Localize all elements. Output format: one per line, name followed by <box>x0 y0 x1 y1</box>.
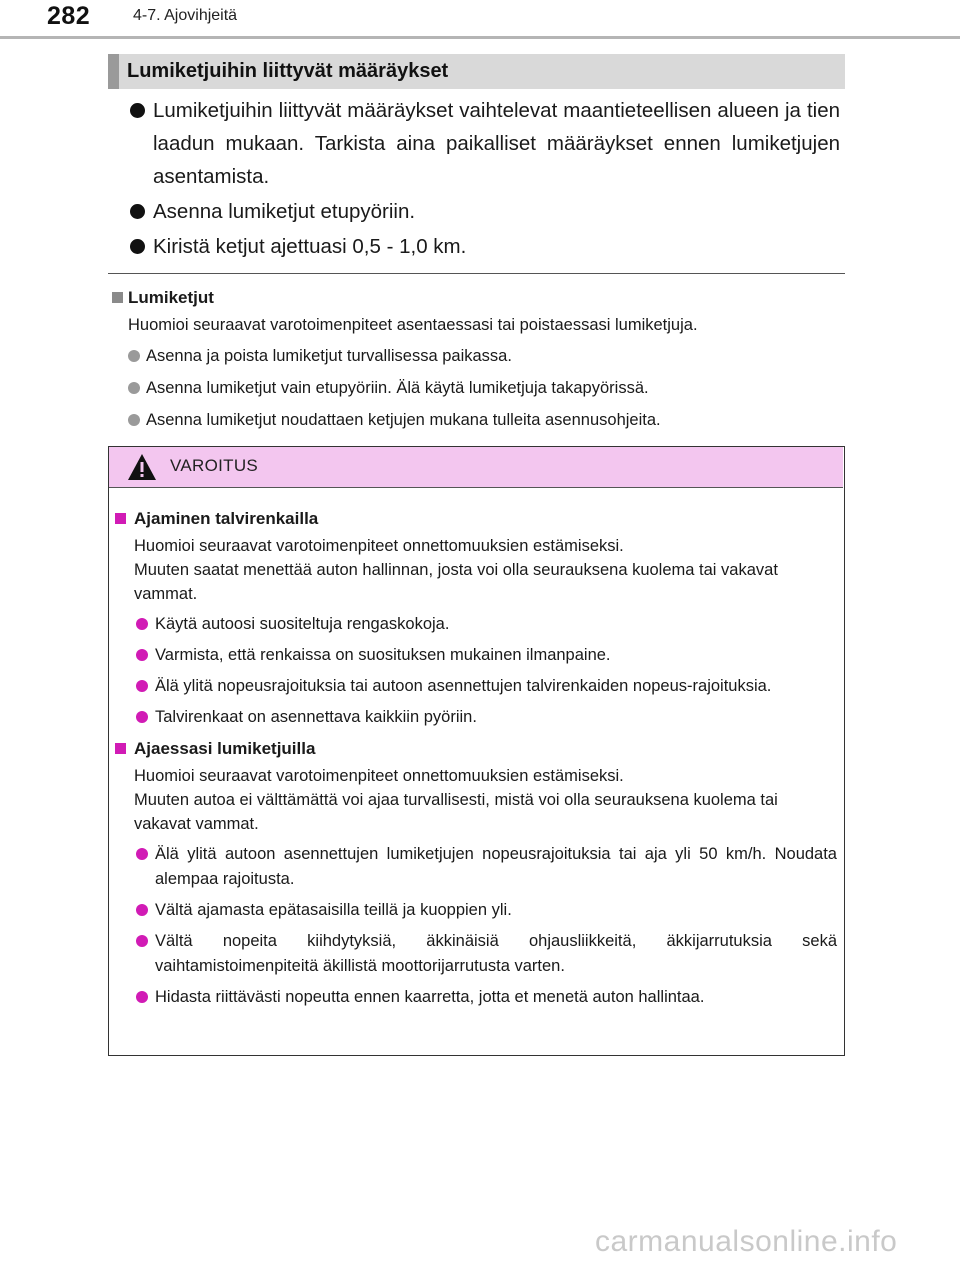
item-text: Asenna lumiketjut noudattaen ketjujen mukana tulleita asennusohjeita. <box>146 411 661 429</box>
square-bullet-icon <box>115 743 126 754</box>
bullet-dot-icon <box>128 382 140 394</box>
list-item <box>115 705 837 730</box>
item-text: Asenna lumiketjut vain etupyöriin. Älä käytä lumiketjuja takapyörissä. <box>146 379 649 397</box>
warning-triangle-icon <box>127 453 157 481</box>
bullet-dot-icon <box>136 649 148 661</box>
bullet-dot-icon <box>128 414 140 426</box>
bullet-dot-icon <box>128 350 140 362</box>
bullet-text: Kiristä ketjut ajettuasi 0,5 - 1,0 km. <box>153 235 467 258</box>
item-text: Varmista, että renkaissa on suosituksen mukainen ilmanpaine. <box>155 646 611 664</box>
section-divider <box>108 273 845 274</box>
list-item <box>115 985 837 1010</box>
header-rule <box>0 36 960 39</box>
square-bullet-icon <box>112 292 123 303</box>
section-title: Lumiketjuihin liittyvät määräykset <box>127 60 449 82</box>
page-number: 282 <box>47 2 91 30</box>
item-text: Älä ylitä nopeusrajoituksia tai autoon asennettujen talvirenkaiden nopeus-rajoituksia. <box>155 677 772 695</box>
warning-box <box>108 446 845 1056</box>
item-text: Vältä ajamasta epätasaisilla teillä ja kuoppien yli. <box>155 901 512 919</box>
list-item <box>115 674 837 699</box>
warning-group-heading <box>115 738 837 760</box>
warning-header <box>109 447 843 488</box>
warning-title: VAROITUS <box>170 456 259 475</box>
square-bullet-icon <box>115 513 126 524</box>
item-text: Älä ylitä autoon asennettujen lumiketjujen nopeusrajoituksia tai aja yli 50 km/h. Noudata alempaa rajoitusta. <box>155 845 837 888</box>
snow-chains-heading <box>112 287 842 309</box>
page-header <box>0 0 960 40</box>
heading-text: Lumiketjut <box>128 288 214 307</box>
warning-group-intro <box>115 764 837 836</box>
heading-text: Ajaessasi lumiketjuilla <box>134 739 316 758</box>
main-bullet <box>130 230 840 263</box>
list-item <box>115 842 837 892</box>
warning-body <box>115 504 837 1010</box>
bullet-text: Lumiketjuihin liittyvät määräykset vaihtelevat maantieteellisen alueen ja tien laadun mukaan. Tarkista aina paikalliset määräykset ennen lumiketjujen asentamista. <box>153 99 840 188</box>
intro-line: Muuten saatat menettää auton hallinnan, josta voi olla seurauksena kuolema tai vakavat vammat. <box>134 561 778 603</box>
warning-group-heading <box>115 508 837 530</box>
bullet-dot-icon <box>130 239 145 254</box>
main-bullet <box>130 195 840 228</box>
intro-line: Huomioi seuraavat varotoimenpiteet onnettomuuksien estämiseksi. <box>134 767 624 785</box>
main-bullet <box>130 94 840 193</box>
bullet-dot-icon <box>136 618 148 630</box>
snow-chains-intro: Huomioi seuraavat varotoimenpiteet asentaessasi tai poistaessasi lumiketjuja. <box>128 316 698 334</box>
watermark: carmanualsonline.info <box>595 1225 898 1258</box>
item-text: Hidasta riittävästi nopeutta ennen kaarretta, jotta et menetä auton hallintaa. <box>155 988 705 1006</box>
bullet-dot-icon <box>130 204 145 219</box>
bullet-dot-icon <box>136 935 148 947</box>
bullet-text: Asenna lumiketjut etupyöriin. <box>153 200 416 223</box>
bullet-dot-icon <box>130 103 145 118</box>
item-text: Vältä nopeita kiihdytyksiä, äkkinäisiä ohjausliikkeitä, äkkijarrutuksia sekä vaihtamistoimenpiteitä äkillistä moottorijarrutusta varten. <box>155 932 837 975</box>
bullet-dot-icon <box>136 904 148 916</box>
snow-chains-section <box>112 287 842 434</box>
list-item <box>112 406 842 434</box>
list-item <box>115 929 837 979</box>
heading-text: Ajaminen talvirenkailla <box>134 509 319 528</box>
item-text: Käytä autoosi suositeltuja rengaskokoja. <box>155 615 450 633</box>
list-item <box>115 898 837 923</box>
bullet-dot-icon <box>136 848 148 860</box>
intro-line: Muuten autoa ei välttämättä voi ajaa turvallisesti, mistä voi olla seurauksena kuolema tai vakavat vammat. <box>134 791 778 833</box>
main-bullet-list <box>130 94 840 265</box>
warning-group-intro <box>115 534 837 606</box>
list-item <box>115 643 837 668</box>
list-item <box>112 374 842 402</box>
list-item <box>115 612 837 637</box>
item-text: Talvirenkaat on asennettava kaikkiin pyöriin. <box>155 708 477 726</box>
bullet-dot-icon <box>136 711 148 723</box>
chapter-title: 4-7. Ajovihjeitä <box>133 7 238 24</box>
item-text: Asenna ja poista lumiketjut turvallisessa paikassa. <box>146 347 512 365</box>
intro-line: Huomioi seuraavat varotoimenpiteet onnettomuuksien estämiseksi. <box>134 537 624 555</box>
bullet-dot-icon <box>136 991 148 1003</box>
list-item <box>112 342 842 370</box>
section-title-bar <box>108 54 845 89</box>
bullet-dot-icon <box>136 680 148 692</box>
